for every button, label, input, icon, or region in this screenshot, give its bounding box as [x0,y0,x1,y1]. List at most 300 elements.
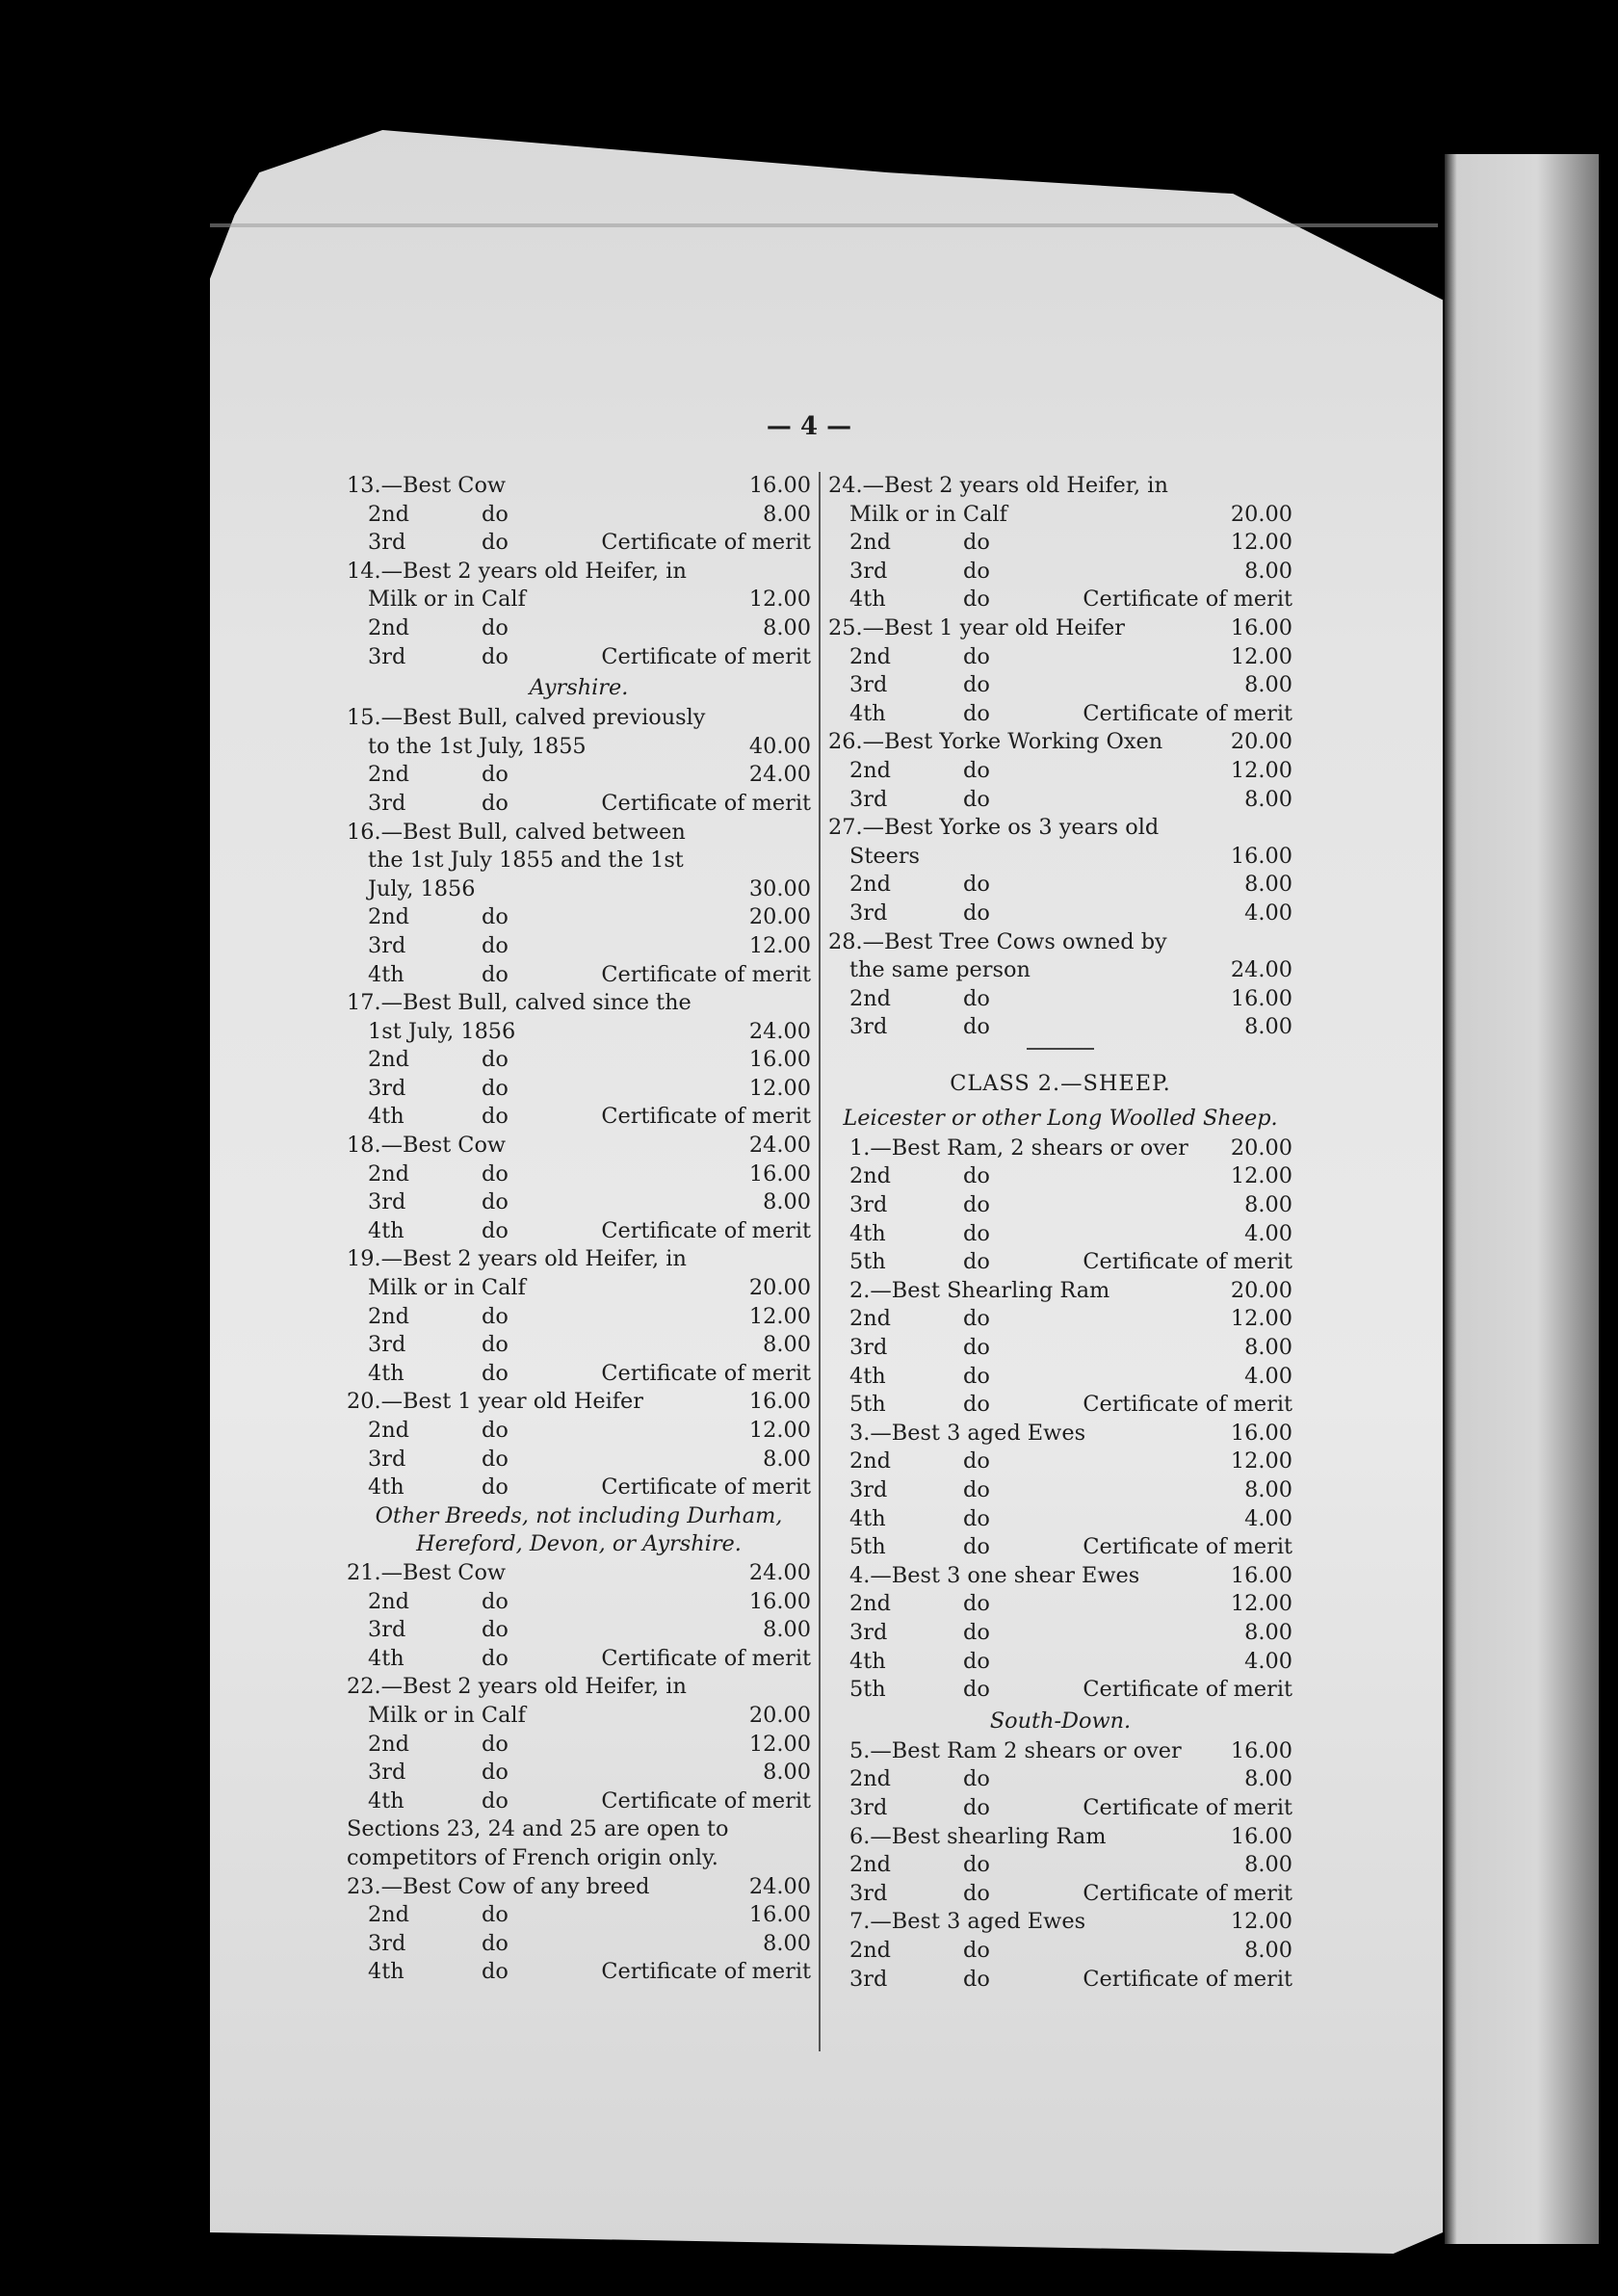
ditto-mark: do [482,932,509,958]
prize-line [347,1873,811,1902]
prize-label: 1.—Best Ram, 2 shears or over [849,1135,1188,1161]
prize-amount: 24.00 [748,1559,811,1585]
prize-rank: 4th [368,1217,404,1243]
prize-rank: 3rd [849,672,888,698]
prize-rank: 4th [849,1363,886,1389]
prize-line [828,501,1292,530]
ditto-mark: do [963,700,990,726]
ditto-mark: do [482,1047,509,1073]
prize-rank: 2nd [849,1937,891,1963]
prize-amount: Certificate of merit [601,1787,811,1813]
prize-rank: 3rd [849,1880,888,1906]
breed-heading: Other Breeds, not including Durham, Hereford, Devon, or Ayrshire. [375,1502,783,1557]
prize-rank: 3rd [368,1075,406,1101]
prize-line [828,956,1292,985]
prize-rank: 2nd [849,757,891,783]
prize-rank: 3rd [849,1966,888,1992]
prize-amount: 16.00 [748,1389,811,1415]
prize-amount: 16.00 [748,1902,811,1928]
breed-heading: Ayrshire. [529,675,629,701]
prize-amount: 12.00 [1230,1591,1292,1617]
prize-line [347,1018,811,1047]
prize-line [347,819,811,848]
prize-amount: Certificate of merit [1083,700,1292,726]
prize-amount: 12.00 [1230,1306,1292,1332]
prize-line [828,1448,1292,1476]
prize-rank: 3rd [849,1335,888,1361]
prize-amount: Certificate of merit [1083,1794,1292,1820]
prize-rank: 2nd [368,1731,409,1757]
prize-amount: 16.00 [1230,985,1292,1011]
ditto-mark: do [963,1192,990,1218]
ditto-mark: do [963,1505,990,1531]
prize-line [828,1765,1292,1794]
prize-label: 19.—Best 2 years old Heifer, in [347,1246,687,1272]
prize-line [828,1334,1292,1363]
prize-amount: Certificate of merit [601,1217,811,1243]
ditto-mark: do [482,1474,509,1500]
prize-label: to the 1st July, 1855 [368,733,587,759]
prize-amount: 20.00 [748,1702,811,1728]
prize-line [828,1191,1292,1220]
prize-amount: Certificate of merit [601,790,811,816]
ditto-mark: do [482,1189,509,1215]
ditto-mark: do [482,1217,509,1243]
prize-rank: 4th [368,1474,404,1500]
prize-amount: 12.00 [748,932,811,958]
prize-line [828,814,1292,843]
prize-line [347,1787,811,1816]
prize-amount: 24.00 [748,762,811,788]
ditto-mark: do [482,1360,509,1386]
ditto-mark: do [482,1902,509,1928]
prize-amount: 12.00 [1230,530,1292,556]
prize-label: 21.—Best Cow [347,1559,507,1585]
ditto-mark: do [482,1760,509,1786]
prize-rank: 3rd [849,1619,888,1645]
prize-label: 6.—Best shearling Ram [849,1823,1107,1849]
prize-line [828,1533,1292,1562]
ditto-mark: do [963,1220,990,1246]
prize-line [828,643,1292,672]
ditto-mark: do [963,1794,990,1820]
prize-amount: 4.00 [1244,900,1292,926]
prize-line [347,501,811,530]
ditto-mark: do [482,1930,509,1956]
prize-amount: 16.00 [1230,1737,1292,1763]
ditto-mark: do [963,672,990,698]
prize-amount: 16.00 [1230,1823,1292,1849]
prize-line [828,1619,1292,1648]
prize-amount: 16.00 [748,1161,811,1187]
ditto-mark: do [963,1766,990,1792]
ditto-mark: do [482,1588,509,1614]
prize-line [347,1161,811,1189]
prize-amount: 12.00 [1230,1163,1292,1189]
prize-line [347,1046,811,1075]
prize-amount: Certificate of merit [601,1360,811,1386]
prize-amount: 8.00 [763,1332,811,1358]
prize-line [828,586,1292,614]
ditto-mark: do [963,1966,990,1992]
breed-heading: Leicester or other Long Woolled Sheep. [843,1105,1278,1131]
prize-label: the 1st July 1855 and the 1st [368,848,684,874]
prize-rank: 2nd [849,985,891,1011]
prize-rank: 2nd [368,1588,409,1614]
prize-amount: 16.00 [748,1588,811,1614]
prize-line [828,700,1292,729]
prize-line [347,1103,811,1132]
prize-amount: Certificate of merit [1083,1966,1292,1992]
prize-rank: 2nd [368,904,409,930]
prize-label: 25.—Best 1 year old Heifer [828,614,1126,640]
paper-fold [210,223,1438,227]
prize-amount: 8.00 [763,614,811,640]
prize-rank: 2nd [368,1418,409,1443]
prize-amount: 8.00 [1244,1766,1292,1792]
ditto-mark: do [482,1645,509,1671]
ditto-mark: do [963,1880,990,1906]
prize-label: 15.—Best Bull, calved previously [347,705,706,731]
ditto-mark: do [482,501,509,527]
prize-amount: 8.00 [763,1930,811,1956]
ditto-mark: do [482,961,509,987]
ditto-mark: do [963,1852,990,1878]
prize-amount: Certificate of merit [601,1474,811,1500]
prize-line [347,1331,811,1360]
prize-amount: 12.00 [1230,757,1292,783]
ditto-mark: do [482,1075,509,1101]
prize-line [347,1588,811,1617]
prize-rank: 3rd [849,1192,888,1218]
prize-amount: 12.00 [748,1303,811,1329]
prize-line [828,1590,1292,1619]
prize-amount: Certificate of merit [601,643,811,669]
prize-line [347,1446,811,1474]
prize-amount: 8.00 [1244,1014,1292,1040]
prize-line [828,1363,1292,1392]
prize-label: 2.—Best Shearling Ram [849,1277,1110,1303]
prize-line [828,1420,1292,1448]
prize-line [828,472,1292,501]
prize-line [828,1737,1292,1766]
prize-line [828,1505,1292,1534]
prize-amount: 12.00 [748,1418,811,1443]
prize-line [347,1645,811,1674]
section-rule [1027,1048,1094,1050]
prize-line [347,586,811,614]
prize-line [828,1013,1292,1042]
prize-amount: 12.00 [1230,1448,1292,1474]
breed-heading: South-Down. [989,1708,1132,1734]
ditto-mark: do [963,1306,990,1332]
prize-line [828,985,1292,1014]
prize-rank: 3rd [368,643,406,669]
prize-line [347,733,811,762]
prize-line [347,472,811,501]
ditto-mark: do [963,1648,990,1674]
prize-line [347,1245,811,1274]
ditto-mark: do [963,786,990,812]
ditto-mark: do [963,1591,990,1617]
prize-line [828,1248,1292,1277]
prize-line [828,1476,1292,1505]
ditto-mark: do [963,587,990,613]
ditto-mark: do [963,643,990,669]
prize-amount: 16.00 [748,1047,811,1073]
prize-line [347,932,811,961]
prize-amount: 12.00 [748,1075,811,1101]
prize-rank: 4th [368,1959,404,1985]
prize-line [347,989,811,1018]
ditto-mark: do [482,530,509,556]
prize-rank: 2nd [368,762,409,788]
ditto-mark: do [963,985,990,1011]
prize-line [828,614,1292,643]
prize-rank: 4th [368,1104,404,1130]
prize-amount: Certificate of merit [1083,1534,1292,1560]
prize-amount: 4.00 [1244,1363,1292,1389]
prize-rank: 5th [849,1392,886,1418]
prize-amount: 20.00 [1230,1135,1292,1161]
prize-line [828,1277,1292,1306]
prize-rank: 4th [849,1220,886,1246]
prize-rank: 3rd [368,1617,406,1643]
prize-amount: 24.00 [1230,957,1292,983]
prize-line [347,961,811,990]
ditto-mark: do [963,757,990,783]
prize-rank: 2nd [849,1852,891,1878]
prize-line [828,871,1292,900]
prize-amount: 20.00 [1230,501,1292,527]
ditto-mark: do [482,790,509,816]
prize-rank: 3rd [849,558,888,584]
prize-line [347,704,811,733]
prize-label: 20.—Best 1 year old Heifer [347,1389,644,1415]
prize-amount: 12.00 [748,587,811,613]
ditto-mark: do [482,643,509,669]
prize-amount: 12.00 [748,1731,811,1757]
prize-rank: 2nd [849,1306,891,1332]
prize-label: 22.—Best 2 years old Heifer, in [347,1674,687,1700]
prize-rank: 3rd [368,932,406,958]
prize-line [828,1908,1292,1937]
prize-amount: 40.00 [748,733,811,759]
prize-rank: 2nd [368,501,409,527]
prize-amount: 8.00 [1244,558,1292,584]
prize-amount: 8.00 [1244,872,1292,898]
prize-list-left-column [347,472,811,1987]
ditto-mark: do [963,1677,990,1703]
prize-line [828,1794,1292,1823]
prize-label: Milk or in Calf [368,587,526,613]
prize-amount: 8.00 [763,1189,811,1215]
prize-amount: 8.00 [1244,672,1292,698]
ditto-mark: do [482,1104,509,1130]
prize-line [347,1188,811,1217]
prize-label: July, 1856 [368,875,476,901]
prize-rank: 3rd [368,1760,406,1786]
prize-amount: Certificate of merit [601,1104,811,1130]
ditto-mark: do [963,1335,990,1361]
prize-line [347,875,811,904]
prize-line [828,558,1292,587]
prize-amount: Certificate of merit [1083,1677,1292,1703]
prize-rank: 3rd [849,900,888,926]
prize-label: 23.—Best Cow of any breed [347,1873,650,1899]
ditto-mark: do [963,1363,990,1389]
prize-rank: 3rd [849,786,888,812]
prize-line [347,790,811,819]
prize-line [347,1417,811,1446]
ditto-mark: do [963,1249,990,1275]
prize-rank: 2nd [849,1448,891,1474]
prize-rank: 2nd [849,872,891,898]
prize-line [347,1388,811,1417]
prize-rank: 4th [368,1360,404,1386]
prize-label: 13.—Best Cow [347,473,507,498]
prize-rank: 2nd [849,643,891,669]
prize-label: 24.—Best 2 years old Heifer, in [828,473,1168,498]
prize-line [347,1217,811,1246]
prize-amount: 8.00 [763,1617,811,1643]
prize-amount: 4.00 [1244,1505,1292,1531]
ditto-mark: do [482,1303,509,1329]
prize-rank: 4th [368,1645,404,1671]
prize-line [347,1474,811,1502]
prize-line [828,1676,1292,1705]
prize-amount: 16.00 [1230,1420,1292,1446]
prize-amount: 12.00 [1230,643,1292,669]
ditto-mark: do [482,1787,509,1813]
ditto-mark: do [482,614,509,640]
prize-amount: Certificate of merit [601,530,811,556]
prize-rank: 2nd [368,1303,409,1329]
page-number: — 4 — [766,412,852,441]
prize-line [828,1823,1292,1852]
prize-label: 17.—Best Bull, calved since the [347,990,692,1016]
prize-rank: 3rd [368,1446,406,1472]
prize-line [828,1851,1292,1880]
prize-amount: Certificate of merit [601,961,811,987]
ditto-mark: do [963,558,990,584]
prize-rank: 2nd [368,1902,409,1928]
prize-rank: 2nd [849,1163,891,1189]
prize-line [347,558,811,587]
prize-rank: 5th [849,1677,886,1703]
prize-rank: 4th [368,1787,404,1813]
prize-label: Milk or in Calf [368,1275,526,1301]
prize-amount: 4.00 [1244,1220,1292,1246]
column-divider [819,472,821,2051]
ditto-mark: do [963,530,990,556]
prize-line [347,643,811,672]
prize-line [828,1966,1292,1995]
ditto-mark: do [482,1161,509,1187]
prize-line [828,671,1292,700]
prize-amount: 20.00 [748,1275,811,1301]
ditto-mark: do [963,1014,990,1040]
prize-amount: Certificate of merit [601,1645,811,1671]
prize-label: Milk or in Calf [368,1702,526,1728]
prize-line [828,1648,1292,1677]
prize-line [347,1303,811,1332]
prize-label: 4.—Best 3 one shear Ewes [849,1562,1140,1588]
prize-line [828,757,1292,786]
ditto-mark: do [482,904,509,930]
prize-label: 5.—Best Ram 2 shears or over [849,1737,1182,1763]
prize-line [828,928,1292,957]
prize-line [828,900,1292,928]
prize-line [828,728,1292,757]
prize-amount: Certificate of merit [1083,587,1292,613]
prize-label: Steers [849,843,921,869]
ditto-mark: do [482,1332,509,1358]
prize-amount: 24.00 [748,1873,811,1899]
prize-amount: 24.00 [748,1018,811,1044]
prize-amount: 8.00 [763,501,811,527]
prize-line [828,1937,1292,1966]
prize-line [347,1559,811,1588]
ditto-mark: do [963,1392,990,1418]
prize-rank: 2nd [368,614,409,640]
prize-rank: 2nd [849,1591,891,1617]
prize-rank: 3rd [368,1332,406,1358]
prize-amount: 8.00 [1244,1619,1292,1645]
prize-amount: 8.00 [763,1446,811,1472]
prize-rank: 3rd [849,1794,888,1820]
prize-line [347,1132,811,1161]
prize-rank: 3rd [849,1477,888,1502]
prize-line [347,1958,811,1987]
prize-label: 28.—Best Tree Cows owned by [828,928,1167,954]
ditto-mark: do [963,1477,990,1502]
prize-rank: 2nd [849,1766,891,1792]
prize-amount: 16.00 [1230,843,1292,869]
class-heading: CLASS 2.—SHEEP. [950,1070,1171,1096]
prize-label: 16.—Best Bull, calved between [347,819,686,845]
prize-amount: Certificate of merit [1083,1880,1292,1906]
prize-rank: 3rd [849,1014,888,1040]
ditto-mark: do [482,1446,509,1472]
prize-amount: 20.00 [1230,729,1292,755]
prize-rank: 3rd [368,1189,406,1215]
ditto-mark: do [482,1418,509,1443]
prize-line [828,1391,1292,1420]
prize-line [347,1673,811,1702]
ditto-mark: do [482,1731,509,1757]
prize-line [828,1562,1292,1591]
prize-amount: 16.00 [1230,614,1292,640]
prize-rank: 3rd [368,530,406,556]
prize-line [347,1702,811,1731]
prize-amount: 8.00 [1244,1937,1292,1963]
prize-amount: 8.00 [763,1760,811,1786]
prize-line [828,843,1292,872]
prize-label: 27.—Best Yorke os 3 years old [828,815,1160,841]
prize-amount: Certificate of merit [601,1959,811,1985]
prize-rank: 4th [849,700,886,726]
prize-line [347,529,811,558]
prize-rank: 2nd [849,530,891,556]
prize-label: 1st July, 1856 [368,1018,516,1044]
prize-amount: 12.00 [1230,1909,1292,1935]
ditto-mark: do [482,762,509,788]
prize-rank: 3rd [368,1930,406,1956]
prize-label: the same person [849,957,1031,983]
prize-line [828,1305,1292,1334]
ditto-mark: do [482,1617,509,1643]
